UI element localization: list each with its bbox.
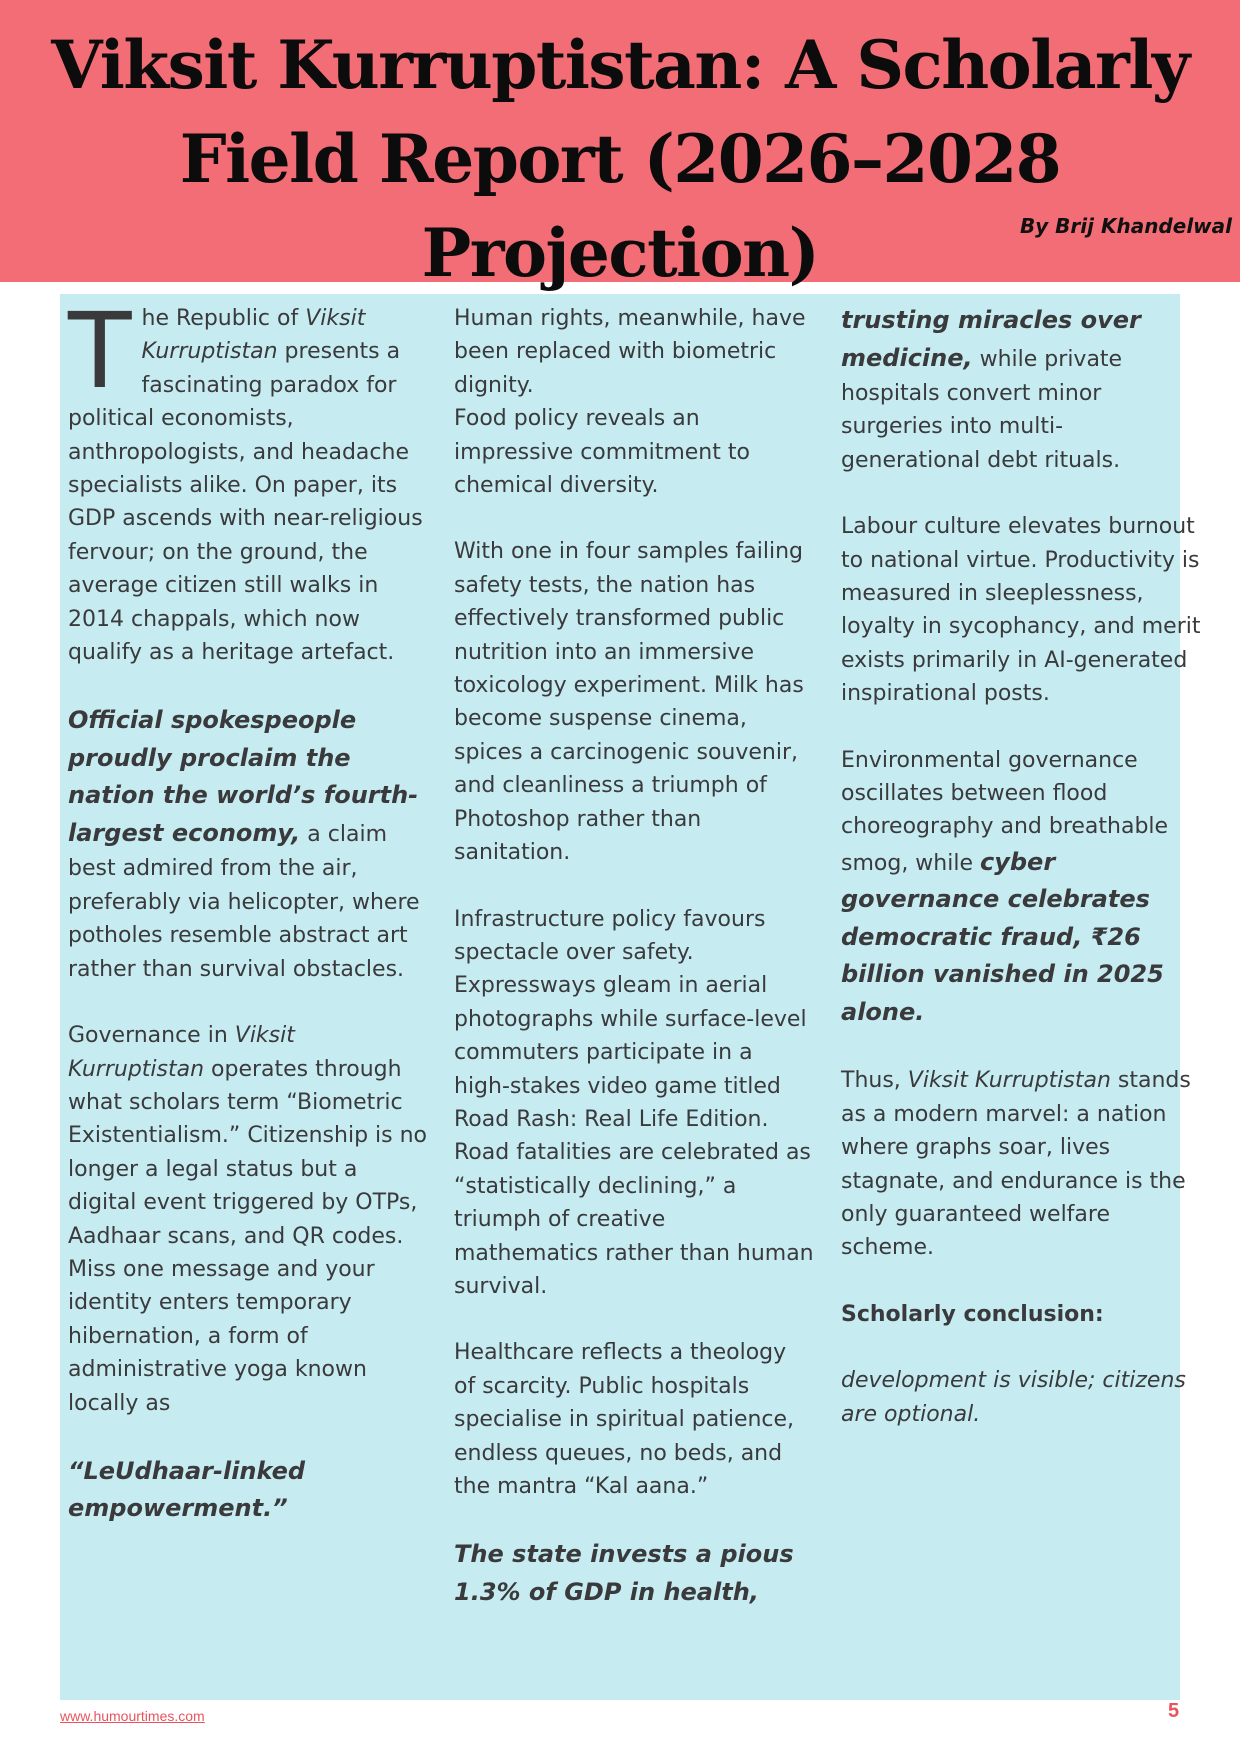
paragraph-miracles	[841, 302, 1201, 477]
paragraph-infrastructure: Infrastructure policy favours spectacle over safety. Expressways gleam in aerial photographs while surface-level commuters participate in a high-stakes video game titled Road Rash: Real Life Edition. Road fatalities are celebrated as “statistically declining,” a triumph of creative mathematics rather than human survival.	[454, 906, 814, 1299]
paragraph-labour: Labour culture elevates burnout to national virtue. Productivity is measured in sleeplessness, loyalty in sycophancy, and merit exists primarily in AI-generated inspirational posts.	[841, 514, 1201, 707]
paragraph-food-policy: Food policy reveals an impressive commitment to chemical diversity.	[454, 406, 750, 499]
text-span: while private hospitals convert minor surgeries into multi-generational debt rituals.	[841, 346, 1123, 473]
article-title: Viksit Kurruptistan: A Scholarly Field Report (2026–2028 Projection)	[51, 26, 1189, 292]
text-span: Environmental governance oscillates between flood choreography and breathable smog, while	[841, 747, 1169, 876]
paragraph-governance	[68, 1019, 428, 1420]
text-span: operates through what scholars term “Biometric Existentialism.” Citizenship is no longer a legal status but a digital event triggered by OTPs, Aadhaar scans, and QR codes. Miss one message and your identity enters temporary hibernation, a form of administrative yoga known locally as	[68, 1056, 428, 1416]
emphasis-text: trusting miracles over medicine,	[841, 306, 1141, 372]
header-banner	[0, 0, 1240, 292]
article-column-2	[454, 302, 814, 1611]
text-span: stands as a modern marvel: a nation where graphs soar, lives stagnate, and endurance is the only guaranteed welfare scheme.	[841, 1068, 1191, 1261]
paragraph-leudhaar	[68, 1453, 428, 1528]
text-span: Thus,	[841, 1068, 908, 1094]
paragraph-health-spending	[454, 1536, 814, 1611]
paragraph-spokespeople	[68, 702, 428, 986]
emphasis-text: “LeUdhaar-linked empowerment.”	[68, 1456, 306, 1523]
paragraph-environment	[841, 744, 1201, 1032]
drop-cap: T	[68, 290, 132, 412]
text-span: he Republic of	[141, 306, 306, 331]
paragraph-thus	[841, 1064, 1201, 1264]
conclusion-text: development is visible; citizens are optional.	[841, 1368, 1186, 1427]
text-span: presents a fascinating paradox for political economists, anthropologists, and headache specialists alike. On paper, its GDP ascends with near-religious fervour; on the ground, the average citizen still walks in 2014 chappals, which now qualify as a heritage artefact.	[68, 339, 423, 666]
emphasis-text: Official spokespeople proudly proclaim the nation the world’s fourth-largest economy,	[68, 706, 419, 847]
paragraph-intro	[68, 290, 428, 669]
footer-website-link[interactable]: www.humourtimes.com	[60, 1708, 205, 1724]
paragraph-conclusion-label	[841, 1298, 1201, 1331]
article-column-1	[68, 290, 428, 1528]
paragraph-conclusion	[841, 1364, 1201, 1431]
emphasis-text: cyber governance celebrates democratic fraud, ₹26 billion vanished in 2025 alone.	[841, 847, 1164, 1026]
country-name: Viksit Kurruptistan	[141, 306, 366, 365]
paragraph-healthcare: Healthcare reflects a theology of scarcity. Public hospitals specialise in spiritual patience, endless queues, no beds, and the mantra “Kal aana.”	[454, 1340, 795, 1499]
paragraph-samples: With one in four samples failing safety tests, the nation has effectively transformed public nutrition into an immersive toxicology experiment. Milk has become suspense cinema, spices a carcinogenic souvenir, and cleanliness a triumph of Photoshop rather than sanitation.	[454, 539, 804, 866]
country-name: Viksit Kurruptistan	[907, 1068, 1111, 1094]
country-name: Viksit Kurruptistan	[68, 1023, 295, 1082]
page-number: 5	[1168, 1700, 1180, 1722]
text-span: Governance in	[68, 1023, 235, 1049]
article-column-3	[841, 302, 1201, 1431]
author-byline: By Brij Khandelwal	[1019, 214, 1232, 238]
conclusion-heading: Scholarly conclusion:	[841, 1301, 1104, 1327]
text-span: a claim best admired from the air, preferably via helicopter, where potholes resemble abstract art rather than survival obstacles.	[68, 821, 420, 982]
paragraph-human-rights: Human rights, meanwhile, have been replaced with biometric dignity.	[454, 306, 806, 398]
emphasis-text: The state invests a pious 1.3% of GDP in health,	[454, 1540, 794, 1606]
